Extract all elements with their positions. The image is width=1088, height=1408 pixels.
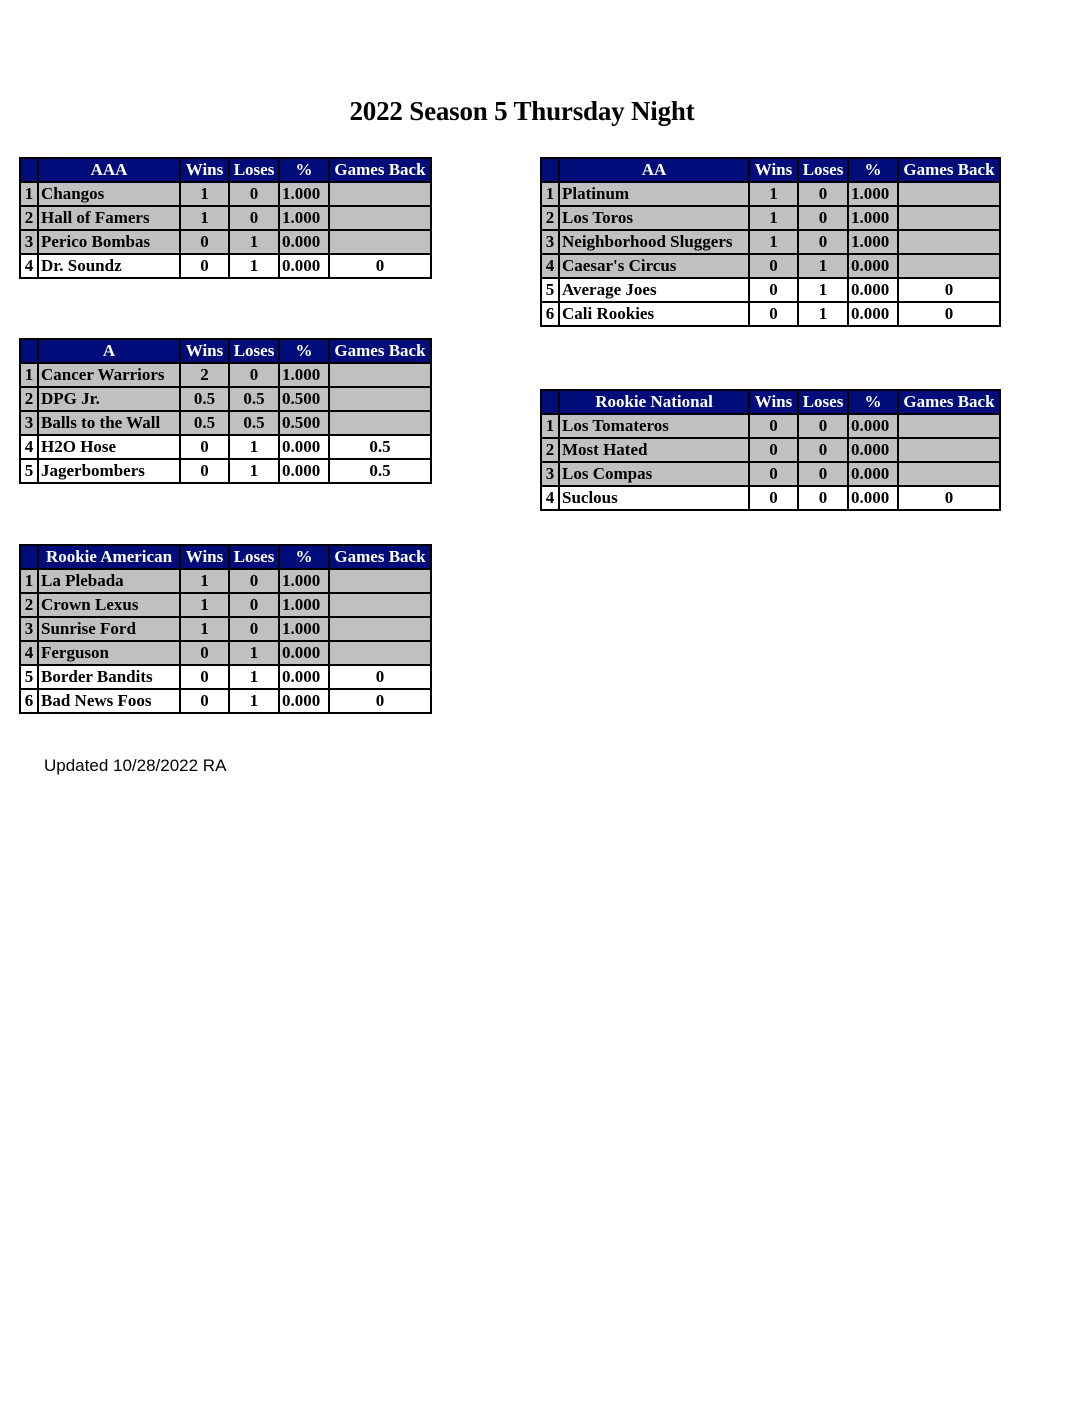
pct-cell: 0.000: [279, 435, 329, 459]
table-row: [541, 254, 1000, 278]
table-aaa: [19, 157, 432, 279]
wins-cell: 1: [180, 593, 229, 617]
header-games-back: Games Back: [898, 158, 1000, 182]
table-aa: [540, 157, 1001, 327]
loses-cell: 0: [798, 486, 848, 510]
loses-cell: 0.5: [229, 387, 279, 411]
games-back-cell: [898, 254, 1000, 278]
division-name: Rookie National: [559, 390, 749, 414]
header-row: [20, 339, 431, 363]
loses-cell: 0.5: [229, 411, 279, 435]
team-name: Most Hated: [559, 438, 749, 462]
loses-cell: 1: [798, 254, 848, 278]
team-name: Cali Rookies: [559, 302, 749, 326]
wins-cell: 0: [749, 254, 798, 278]
team-name: Changos: [38, 182, 180, 206]
team-name: Bad News Foos: [38, 689, 180, 713]
team-name: Hall of Famers: [38, 206, 180, 230]
team-name: Jagerbombers: [38, 459, 180, 483]
loses-cell: 0: [798, 438, 848, 462]
rank-cell: 4: [20, 641, 38, 665]
header-pct: %: [279, 545, 329, 569]
pct-cell: 1.000: [848, 182, 898, 206]
wins-cell: 1: [749, 230, 798, 254]
pct-cell: 1.000: [279, 363, 329, 387]
games-back-cell: [898, 414, 1000, 438]
header-games-back: Games Back: [329, 158, 431, 182]
team-name: Ferguson: [38, 641, 180, 665]
rank-cell: 1: [541, 182, 559, 206]
table-row: [20, 254, 431, 278]
updated-note: Updated 10/28/2022 RA: [44, 756, 227, 775]
rank-cell: 3: [541, 230, 559, 254]
loses-cell: 0: [798, 414, 848, 438]
table-row: [20, 230, 431, 254]
wins-cell: 1: [180, 206, 229, 230]
rank-cell: 1: [20, 182, 38, 206]
rank-cell: 6: [541, 302, 559, 326]
rank-cell: 2: [20, 206, 38, 230]
team-name: DPG Jr.: [38, 387, 180, 411]
team-name: La Plebada: [38, 569, 180, 593]
pct-cell: 0.000: [848, 486, 898, 510]
header-rank-cell: [541, 390, 559, 414]
pct-cell: 1.000: [848, 206, 898, 230]
loses-cell: 0: [798, 462, 848, 486]
header-wins: Wins: [180, 339, 229, 363]
header-loses: Loses: [229, 158, 279, 182]
pct-cell: 0.000: [848, 302, 898, 326]
wins-cell: 2: [180, 363, 229, 387]
header-wins: Wins: [180, 545, 229, 569]
pct-cell: 0.000: [848, 278, 898, 302]
wins-cell: 0: [180, 435, 229, 459]
header-row: [20, 158, 431, 182]
games-back-cell: [329, 411, 431, 435]
pct-cell: 1.000: [848, 230, 898, 254]
header-pct: %: [279, 339, 329, 363]
games-back-cell: [898, 230, 1000, 254]
rank-cell: 2: [20, 593, 38, 617]
loses-cell: 0: [229, 182, 279, 206]
table-rookie-national: [540, 389, 1001, 511]
team-name: Balls to the Wall: [38, 411, 180, 435]
loses-cell: 1: [229, 459, 279, 483]
division-name: AA: [559, 158, 749, 182]
games-back-cell: [898, 438, 1000, 462]
games-back-cell: [329, 617, 431, 641]
games-back-cell: 0: [329, 254, 431, 278]
rank-cell: 6: [20, 689, 38, 713]
pct-cell: 0.000: [848, 462, 898, 486]
rank-cell: 4: [20, 435, 38, 459]
pct-cell: 1.000: [279, 206, 329, 230]
wins-cell: 0: [180, 665, 229, 689]
team-name: Perico Bombas: [38, 230, 180, 254]
team-name: H2O Hose: [38, 435, 180, 459]
games-back-cell: [329, 182, 431, 206]
header-pct: %: [279, 158, 329, 182]
header-wins: Wins: [180, 158, 229, 182]
header-loses: Loses: [798, 390, 848, 414]
loses-cell: 0: [229, 206, 279, 230]
loses-cell: 0: [798, 206, 848, 230]
games-back-cell: [329, 569, 431, 593]
rank-cell: 3: [20, 230, 38, 254]
table-row: [20, 182, 431, 206]
rank-cell: 4: [541, 254, 559, 278]
rank-cell: 2: [541, 206, 559, 230]
wins-cell: 0: [180, 459, 229, 483]
header-games-back: Games Back: [329, 339, 431, 363]
pct-cell: 1.000: [279, 182, 329, 206]
loses-cell: 1: [229, 230, 279, 254]
page-title: 2022 Season 5 Thursday Night: [349, 96, 695, 126]
rank-cell: 3: [20, 617, 38, 641]
team-name: Los Toros: [559, 206, 749, 230]
loses-cell: 0: [229, 363, 279, 387]
table-row: [20, 206, 431, 230]
rank-cell: 5: [20, 459, 38, 483]
header-pct: %: [848, 158, 898, 182]
games-back-cell: [329, 593, 431, 617]
pct-cell: 0.500: [279, 411, 329, 435]
wins-cell: 0.5: [180, 411, 229, 435]
header-row: [541, 158, 1000, 182]
loses-cell: 1: [229, 435, 279, 459]
wins-cell: 0: [749, 278, 798, 302]
wins-cell: 0.5: [180, 387, 229, 411]
wins-cell: 1: [749, 182, 798, 206]
loses-cell: 0: [798, 182, 848, 206]
wins-cell: 1: [180, 617, 229, 641]
pct-cell: 0.500: [279, 387, 329, 411]
table-row: [541, 206, 1000, 230]
pct-cell: 1.000: [279, 593, 329, 617]
games-back-cell: [898, 206, 1000, 230]
table-row: [20, 363, 431, 387]
header-rank-cell: [20, 339, 38, 363]
table-row: [541, 302, 1000, 326]
header-rank-cell: [20, 158, 38, 182]
rank-cell: 4: [541, 486, 559, 510]
table-row: [541, 230, 1000, 254]
team-name: Caesar's Circus: [559, 254, 749, 278]
team-name: Suclous: [559, 486, 749, 510]
wins-cell: 0: [749, 462, 798, 486]
header-loses: Loses: [229, 545, 279, 569]
games-back-cell: 0.5: [329, 459, 431, 483]
pct-cell: 0.000: [279, 230, 329, 254]
table-row: [20, 411, 431, 435]
wins-cell: 0: [749, 438, 798, 462]
games-back-cell: [898, 182, 1000, 206]
loses-cell: 0: [229, 617, 279, 641]
table-row: [541, 278, 1000, 302]
table-row: [541, 182, 1000, 206]
rank-cell: 2: [541, 438, 559, 462]
header-rank-cell: [20, 545, 38, 569]
wins-cell: 0: [180, 230, 229, 254]
games-back-cell: [329, 363, 431, 387]
division-name: A: [38, 339, 180, 363]
loses-cell: 0: [798, 230, 848, 254]
wins-cell: 1: [180, 569, 229, 593]
games-back-cell: 0: [329, 689, 431, 713]
games-back-cell: 0: [898, 302, 1000, 326]
table-row: [541, 414, 1000, 438]
pct-cell: 0.000: [848, 254, 898, 278]
rank-cell: 5: [20, 665, 38, 689]
rank-cell: 4: [20, 254, 38, 278]
division-name: AAA: [38, 158, 180, 182]
header-loses: Loses: [798, 158, 848, 182]
team-name: Los Tomateros: [559, 414, 749, 438]
pct-cell: 1.000: [279, 569, 329, 593]
table-rookie-american: [19, 544, 432, 714]
pct-cell: 0.000: [279, 254, 329, 278]
wins-cell: 0: [749, 302, 798, 326]
games-back-cell: 0: [898, 278, 1000, 302]
table-row: [541, 486, 1000, 510]
loses-cell: 1: [229, 665, 279, 689]
table-row: [20, 387, 431, 411]
pct-cell: 0.000: [848, 414, 898, 438]
table-row: [541, 462, 1000, 486]
wins-cell: 0: [749, 486, 798, 510]
games-back-cell: [329, 387, 431, 411]
header-rank-cell: [541, 158, 559, 182]
rank-cell: 3: [541, 462, 559, 486]
team-name: Neighborhood Sluggers: [559, 230, 749, 254]
table-a: [19, 338, 432, 484]
rank-cell: 1: [541, 414, 559, 438]
team-name: Average Joes: [559, 278, 749, 302]
table-row: [20, 689, 431, 713]
pct-cell: 0.000: [848, 438, 898, 462]
team-name: Crown Lexus: [38, 593, 180, 617]
division-name: Rookie American: [38, 545, 180, 569]
wins-cell: 1: [749, 206, 798, 230]
games-back-cell: [329, 230, 431, 254]
loses-cell: 0: [229, 593, 279, 617]
loses-cell: 1: [229, 641, 279, 665]
loses-cell: 1: [229, 254, 279, 278]
wins-cell: 0: [180, 689, 229, 713]
loses-cell: 1: [798, 278, 848, 302]
header-row: [20, 545, 431, 569]
header-wins: Wins: [749, 158, 798, 182]
team-name: Border Bandits: [38, 665, 180, 689]
games-back-cell: 0.5: [329, 435, 431, 459]
wins-cell: 1: [180, 182, 229, 206]
header-games-back: Games Back: [329, 545, 431, 569]
pct-cell: 1.000: [279, 617, 329, 641]
header-pct: %: [848, 390, 898, 414]
header-row: [541, 390, 1000, 414]
pct-cell: 0.000: [279, 459, 329, 483]
games-back-cell: 0: [329, 665, 431, 689]
games-back-cell: 0: [898, 486, 1000, 510]
loses-cell: 1: [229, 689, 279, 713]
pct-cell: 0.000: [279, 689, 329, 713]
loses-cell: 0: [229, 569, 279, 593]
rank-cell: 5: [541, 278, 559, 302]
rank-cell: 1: [20, 363, 38, 387]
table-row: [20, 435, 431, 459]
table-row: [20, 665, 431, 689]
pct-cell: 0.000: [279, 641, 329, 665]
rank-cell: 3: [20, 411, 38, 435]
wins-cell: 0: [180, 254, 229, 278]
games-back-cell: [329, 641, 431, 665]
table-row: [20, 569, 431, 593]
table-row: [20, 593, 431, 617]
table-row: [20, 617, 431, 641]
wins-cell: 0: [749, 414, 798, 438]
rank-cell: 2: [20, 387, 38, 411]
header-wins: Wins: [749, 390, 798, 414]
table-row: [20, 641, 431, 665]
table-row: [20, 459, 431, 483]
team-name: Dr. Soundz: [38, 254, 180, 278]
loses-cell: 1: [798, 302, 848, 326]
table-row: [541, 438, 1000, 462]
team-name: Sunrise Ford: [38, 617, 180, 641]
header-loses: Loses: [229, 339, 279, 363]
wins-cell: 0: [180, 641, 229, 665]
team-name: Los Compas: [559, 462, 749, 486]
team-name: Cancer Warriors: [38, 363, 180, 387]
header-games-back: Games Back: [898, 390, 1000, 414]
games-back-cell: [898, 462, 1000, 486]
team-name: Platinum: [559, 182, 749, 206]
pct-cell: 0.000: [279, 665, 329, 689]
games-back-cell: [329, 206, 431, 230]
rank-cell: 1: [20, 569, 38, 593]
